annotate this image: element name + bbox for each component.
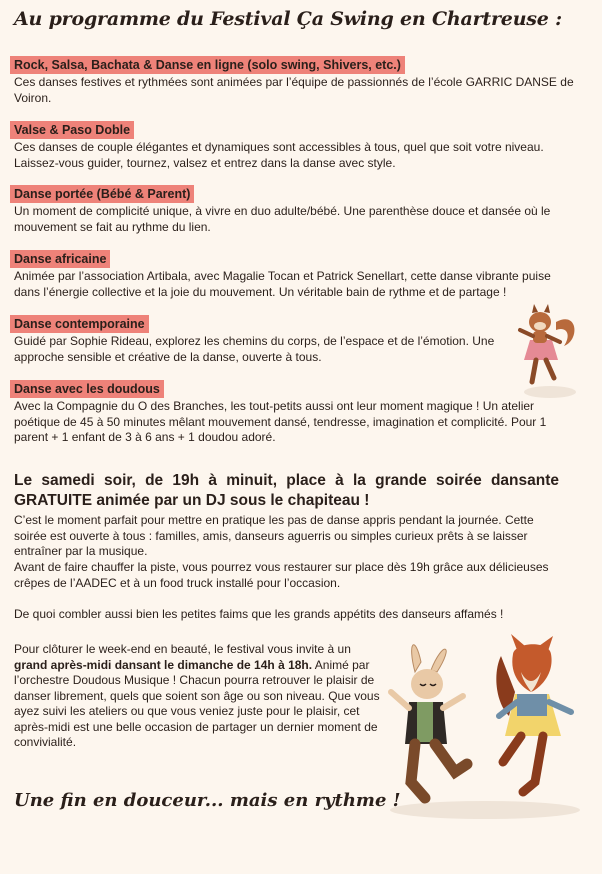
- section-heading: Danse avec les doudous: [10, 380, 164, 398]
- page-title: Au programme du Festival Ça Swing en Chartreuse :: [14, 8, 562, 30]
- squirrel-body: [533, 331, 547, 343]
- evening-headline: Le samedi soir, de 19h à minuit, place à la grande soirée dansante GRATUITE animée par un DJ sous le chapiteau !: [14, 472, 559, 509]
- sunday-details: Animé par l’orchestre Doudous Musique ! Chacun pourra retrouver le plaisir de danser librement, quels que soient son âge ou son niveau. Que vous ayez suivi les ateliers ou que vous veniez juste pour le plaisir, cet après-midi est une belle occasion de partager un dernier moment de convivialité.: [14, 657, 380, 749]
- shadow: [390, 801, 580, 819]
- shadow: [524, 386, 576, 398]
- squirrel-ears: [532, 304, 550, 313]
- squirrel-muzzle: [534, 322, 546, 330]
- rabbit: [391, 645, 467, 798]
- section-heading: Valse & Paso Doble: [10, 121, 134, 139]
- appetites-paragraph: De quoi combler aussi bien les petites faims que les grands appétits des danseurs affamés !: [14, 607, 504, 621]
- sunday-paragraph: [14, 642, 384, 751]
- evening-paragraph: C’est le moment parfait pour mettre en pratique les pas de danse appris pendant la journée. Cette soirée est ouverte à tous : familles, amis, danseurs aguerris ou simples curieux prêts à se laisser entraîner par la musique.: [14, 513, 534, 558]
- dancing-rabbit-fox-illustration: [385, 632, 585, 822]
- food-paragraph: Avant de faire chauffer la piste, vous pourrez vous restaurer sur place dès 19h grâce aux délicieuses crêpes de l’AADEC et à un food truck installé pour l’occasion.: [14, 560, 549, 590]
- sunday-intro: Pour clôturer le week-end en beauté, le festival vous invite à un: [14, 642, 351, 656]
- section-danse-contemporaine: [14, 315, 504, 365]
- section-heading: Danse africaine: [10, 250, 110, 268]
- section-text: Un moment de complicité unique, à vivre en duo adulte/bébé. Une parenthèse douce et dansée où le mouvement se fait au rythme du lien.: [14, 204, 551, 234]
- section-heading: Danse portée (Bébé & Parent): [10, 185, 194, 203]
- section-text: Avec la Compagnie du O des Branches, les tout-petits aussi ont leur moment magique ! Un atelier poétique de 45 à 50 minutes mêlant mouvement dansé, tendresse, imagination et complicité. Pour 1 parent + 1 enfant de 3 à 6 ans + 1 doudou adoré.: [14, 399, 547, 444]
- section-heading: Danse contemporaine: [10, 315, 149, 333]
- section-text: Ces danses festives et rythmées sont animées par l’équipe de passionnés de l’école GARRIC DANSE de Voiron.: [14, 75, 574, 105]
- dancing-squirrel-illustration: [500, 300, 580, 400]
- section-text: Guidé par Sophie Rideau, explorez les chemins du corps, de l’espace et de l’émotion. Une approche sensible et créative de la danse, ouverte à tous.: [14, 334, 495, 364]
- section-text: Animée par l’association Artibala, avec Magalie Tocan et Patrick Senellart, cette danse vibrante puise dans l’énergie collective et la joie du mouvement. Un véritable bain de rythme et de partage !: [14, 269, 551, 299]
- section-doudous: [14, 380, 564, 446]
- squirrel-legs: [532, 360, 554, 382]
- section-rock-salsa: [14, 56, 574, 106]
- section-text: Ces danses de couple élégantes et dynamiques sont accessibles à tous, quel que soit votre niveau. Laissez-vous guider, tournez, valsez et entrez dans la danse avec style.: [14, 140, 544, 170]
- section-danse-portee: [14, 185, 574, 235]
- fox: [496, 634, 571, 792]
- sunday-highlight: grand après-midi dansant le dimanche de 14h à 18h.: [14, 657, 313, 672]
- section-danse-africaine: [14, 250, 574, 300]
- section-heading: Rock, Salsa, Bachata & Danse en ligne (solo swing, Shivers, etc.): [10, 56, 405, 74]
- section-valse: [14, 121, 574, 171]
- signoff: Une fin en douceur... mais en rythme !: [14, 790, 401, 811]
